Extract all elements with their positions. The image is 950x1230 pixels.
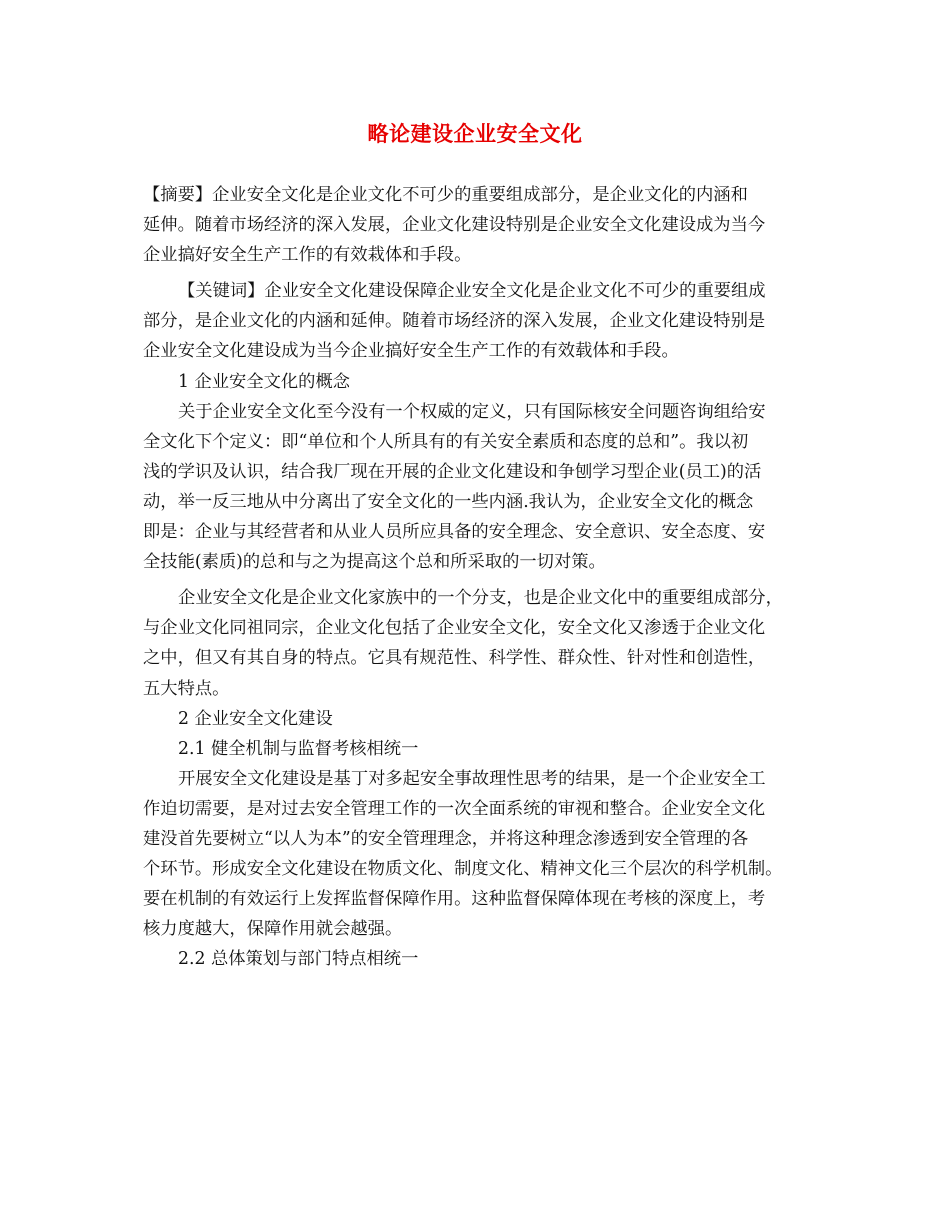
paragraph-line: 个环节。形成安全文化建设在物质文化、制度文化、精神文化三个层次的科学机制。	[143, 859, 783, 880]
subsection-heading: 2.2 总体策划与部门特点相统一	[178, 949, 419, 970]
abstract-line: 延伸。随着市场经济的深入发展，企业文化建设特别是企业安全文化建设成为当今	[143, 215, 766, 236]
keywords-line: 部分，是企业文化的内涵和延伸。随着市场经济的深入发展，企业文化建设特别是	[143, 311, 766, 332]
section-heading: 2 企业安全文化建设	[178, 708, 333, 729]
paragraph-line: 五大特点。	[143, 678, 230, 699]
document-title: 略论建设企业安全文化	[367, 121, 583, 146]
paragraph-line: 全文化下个定义：即“单位和个人所具有的有关安全素质和态度的总和”。我以初	[143, 431, 749, 452]
document-body	[143, 180, 813, 974]
paragraph-line: 之中，但又有其自身的特点。它具有规范性、科学性、群众性、针对性和创造性，	[143, 648, 766, 669]
paragraph-line: 建没首先要树立“以人为本”的安全管理理念，并将这种理念渗透到安全管理的各	[143, 828, 749, 849]
paragraph-line: 与企业文化同祖同宗，企业文化包括了企业安全文化，安全文化又渗透于企业文化	[143, 618, 766, 639]
paragraph-line: 即是：企业与其经营者和从业人员所应具备的安全理念、安全意识、安全态度、安	[143, 522, 766, 543]
paragraph-line: 要在机制的有效运行上发挥监督保障作用。这种监督保障体现在考核的深度上，考	[143, 889, 766, 910]
abstract-line: 【摘要】企业安全文化是企业文化不可少的重要组成部分，是企业文化的内涵和	[143, 185, 748, 205]
keywords-line: 【关键词】企业安全文化建设保障企业安全文化是企业文化不可少的重要组成	[178, 281, 766, 302]
subsection-heading: 2.1 健全机制与监督考核相统一	[178, 738, 419, 759]
abstract-line: 企业搞好安全生产工作的有效栽体和手段。	[143, 245, 472, 266]
paragraph-line: 浅的学识及认识，结合我厂现在开展的企业文化建设和争刨学习型企业(员工)的活	[143, 461, 762, 482]
paragraph-line: 核力度越大，保障作用就会越强。	[143, 919, 403, 940]
paragraph-line: 企业安全文化是企业文化家族中的一个分支，也是企业文化中的重要组成部分，	[178, 588, 783, 609]
paragraph-line: 动，举一反三地从中分离出了安全文化的一些内涵.我认为，企业安全文化的概念	[143, 491, 754, 512]
paragraph-line: 开展安全文化建设是基丁对多起安全事故理性思考的结果，是一个企业安全工	[178, 768, 766, 789]
section-heading: 1 企业安全文化的概念	[178, 371, 351, 392]
paragraph-line: 全技能(素质)的总和与之为提高这个总和所采取的一切对策。	[143, 552, 606, 573]
keywords-line: 企业安全文化建设成为当今企业搞好安全生产工作的有效载体和手段。	[143, 341, 679, 362]
paragraph-line: 作迫切需要，是对过去安全管理工作的一次全面系统的审视和整合。企业安全文化	[143, 798, 766, 819]
paragraph-line: 关于企业安全文化至今没有一个权威的定义，只有国际核安全问题咨询组给安	[178, 401, 766, 422]
